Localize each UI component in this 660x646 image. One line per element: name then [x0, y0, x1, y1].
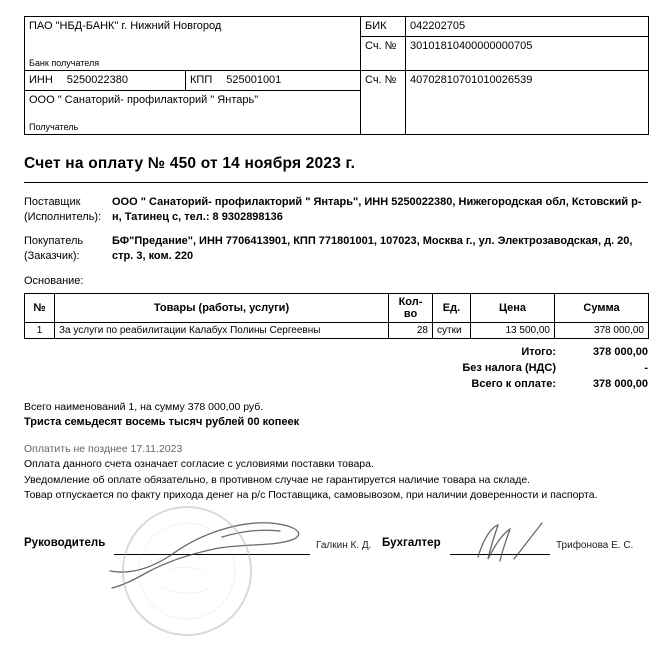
recipient-caption: Получатель	[29, 122, 79, 132]
supplier-block	[24, 195, 648, 224]
supplier-label-bottom: (Исполнитель):	[24, 210, 102, 223]
total-due-label: Всего к оплате:	[471, 378, 556, 391]
amount-in-words: Триста семьдесят восемь тысяч рублей 00 копеек	[24, 416, 300, 429]
kpp-cell	[186, 71, 361, 91]
header-qty: Кол-во	[389, 294, 433, 323]
supplier-value: ООО " Санаторий- профилакторий " Янтарь", ИНН 5250022380, Нижегородская обл, Кстовский р-н, Татинец с, тел.: 8 9302898136	[112, 196, 642, 223]
supplier-label	[24, 195, 112, 224]
account-label: Сч. №	[361, 71, 406, 135]
header-num: №	[25, 294, 55, 323]
term-pay-before: Оплатить не позднее 17.11.2023	[24, 443, 183, 456]
director-label: Руководитель	[24, 536, 106, 549]
kpp-label: КПП	[190, 74, 213, 86]
director-name: Галкин К. Д.	[316, 539, 372, 551]
item-unit: сутки	[433, 323, 471, 339]
term-line-3: Товар отпускается по факту прихода денег на р/с Поставщика, самовывозом, при наличии доверенности и паспорта.	[24, 488, 598, 501]
title-divider	[24, 182, 648, 183]
items-table	[24, 293, 649, 339]
total-due-value: 378 000,00	[592, 378, 648, 391]
director-signature-line	[114, 554, 310, 555]
header-sum: Сумма	[555, 294, 649, 323]
accountant-signature	[448, 517, 558, 572]
accountant-name: Трифонова Е. С.	[556, 539, 634, 551]
item-price: 13 500,00	[471, 323, 555, 339]
header-unit: Ед.	[433, 294, 471, 323]
recipient-name: ООО " Санаторий- профилакторий " Янтарь"	[29, 94, 259, 106]
items-header-row	[25, 294, 649, 323]
buyer-label	[24, 234, 112, 263]
term-line-1: Оплата данного счета означает согласие с условиями поставки товара.	[24, 458, 374, 471]
bank-name-cell	[25, 17, 361, 71]
bank-name: ПАО "НБД-БАНК" г. Нижний Новгород	[29, 20, 222, 32]
buyer-block	[24, 234, 648, 263]
supplier-label-top: Поставщик	[24, 196, 81, 208]
totals-block	[24, 344, 648, 392]
basis-label: Основание:	[24, 275, 84, 288]
total-row-total	[24, 376, 648, 392]
bik-label: БИК	[361, 17, 406, 37]
buyer-label-bottom: (Заказчик):	[24, 249, 80, 262]
summary-line: Всего наименований 1, на сумму 378 000,00 руб.	[24, 401, 264, 414]
total-row-itogo	[24, 344, 648, 360]
header-goods: Товары (работы, услуги)	[55, 294, 389, 323]
itogo-value: 378 000,00	[592, 346, 648, 359]
account-value: 40702810701010026539	[406, 71, 649, 135]
total-row-nds	[24, 360, 648, 376]
buyer-value: БФ"Предание", ИНН 7706413901, КПП 771801001, 107023, Москва г., ул. Электрозаводская, д. 20, стр. 3, ком. 220	[112, 235, 633, 262]
buyer-label-top: Покупатель	[24, 235, 84, 248]
signatures-block	[24, 527, 648, 611]
inn-label: ИНН	[29, 74, 53, 86]
recipient-cell	[25, 91, 361, 135]
nds-label: Без налога (НДС)	[462, 362, 556, 375]
accountant-signature-line	[450, 554, 550, 555]
term-line-2: Уведомление об оплате обязательно, в противном случае не гарантируется наличие товара на складе.	[24, 473, 531, 486]
item-num: 1	[25, 323, 55, 339]
inn-cell	[25, 71, 186, 91]
item-desc: За услуги по реабилитации Калабух Полины Сергеевны	[55, 323, 389, 339]
inn-value: 5250022380	[66, 74, 128, 86]
corr-account-label: Сч. №	[361, 37, 406, 71]
bank-caption: Банк получателя	[29, 58, 100, 68]
header-price: Цена	[471, 294, 555, 323]
item-qty: 28	[389, 323, 433, 339]
item-row	[25, 323, 649, 339]
corr-account-value: 30101810400000000705	[406, 37, 649, 71]
nds-value: -	[644, 362, 648, 375]
payment-terms	[24, 442, 648, 503]
itogo-label: Итого:	[521, 346, 556, 359]
bank-details-table	[24, 16, 649, 135]
bik-value: 042202705	[406, 17, 649, 37]
kpp-value: 525001001	[226, 74, 282, 86]
invoice-title: Счет на оплату № 450 от 14 ноября 2023 г.	[24, 155, 356, 172]
director-signature	[102, 507, 332, 592]
item-sum: 378 000,00	[555, 323, 649, 339]
accountant-label: Бухгалтер	[382, 536, 441, 549]
